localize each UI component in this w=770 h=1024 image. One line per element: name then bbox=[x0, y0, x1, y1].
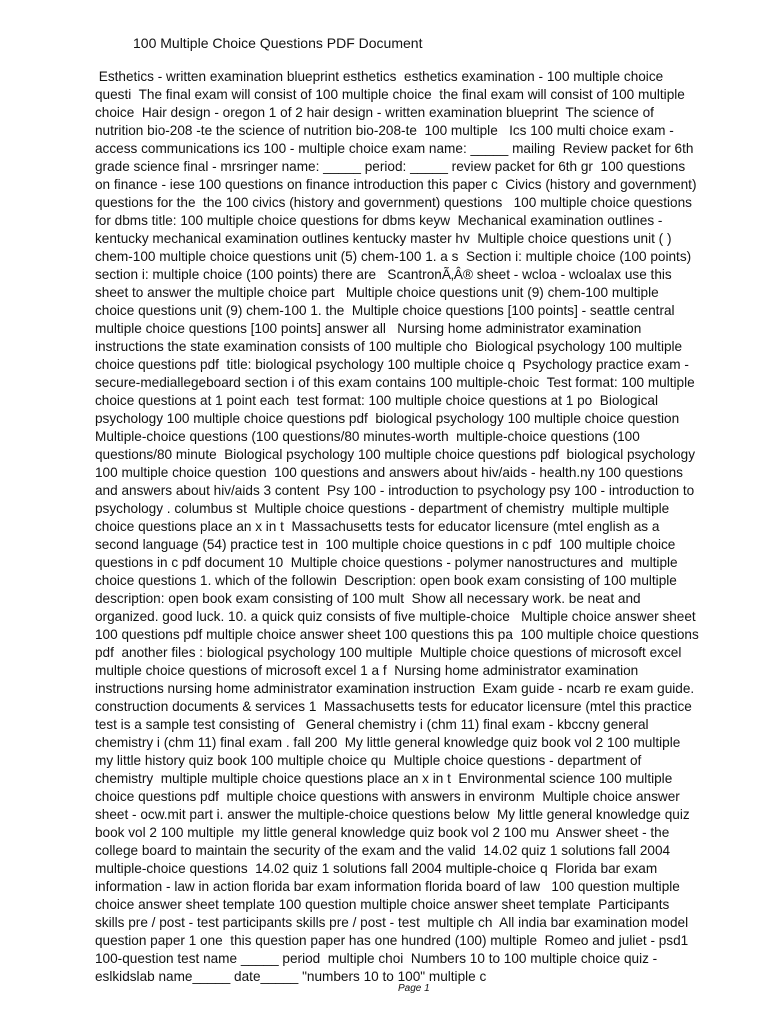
document-text-line: pdf another files : biological psychology 100 multiple Multiple choice questions of microsoft excel bbox=[95, 645, 682, 660]
document-text-line: choice questions pdf multiple choice questions with answers in environm Multiple choice answer bbox=[95, 789, 680, 804]
document-text-line: grade science final - mrsringer name: _____ period: _____ review packet for 6th gr 100 questions bbox=[95, 159, 686, 174]
page-number: Page 1 bbox=[398, 983, 430, 994]
document-text-line: choice questions place an x in t Massachusetts tests for educator licensure (mtel english as a bbox=[95, 519, 660, 534]
document-text-line: test is a sample test consisting of General chemistry i (chm 11) final exam - kbccny general bbox=[95, 717, 649, 732]
document-text-line: instructions the state examination consists of 100 multiple cho Biological psychology 100 multiple bbox=[95, 339, 683, 354]
document-title: 100 Multiple Choice Questions PDF Document bbox=[133, 35, 423, 51]
document-text-line: and answers about hiv/aids 3 content Psy 100 - introduction to psychology psy 100 - introduction to bbox=[95, 483, 695, 498]
document-text-line: college board to maintain the security of the exam and the valid 14.02 quiz 1 solutions fall 2004 bbox=[95, 843, 671, 858]
document-text-line: questi The final exam will consist of 100 multiple choice the final exam will consist of 100 multiple bbox=[95, 87, 685, 102]
document-text-line: psychology 100 multiple choice questions pdf biological psychology 100 multiple choice question bbox=[95, 411, 680, 426]
document-text-line: section i: multiple choice (100 points) there are ScantronÃ‚Â® sheet - wcloa - wcloalax use this bbox=[95, 267, 672, 282]
document-text-line: multiple-choice questions 14.02 quiz 1 solutions fall 2004 multiple-choice q Florida bar exam bbox=[95, 861, 658, 876]
document-text-line: 100 questions pdf multiple choice answer sheet 100 questions this pa 100 multiple choice questions bbox=[95, 627, 699, 642]
document-text-line: description: open book exam consisting of 100 mult Show all necessary work. be neat and bbox=[95, 591, 641, 606]
document-text-line: multiple choice questions [100 points] answer all Nursing home administrator examination bbox=[95, 321, 642, 336]
document-text-line: questions for the the 100 civics (history and government) questions 100 multiple choice questions bbox=[95, 195, 692, 210]
document-text-line: book vol 2 100 multiple my little general knowledge quiz book vol 2 100 mu Answer sheet - the bbox=[95, 825, 670, 840]
document-text-line: for dbms title: 100 multiple choice questions for dbms keyw Mechanical examination outlines - bbox=[95, 213, 663, 228]
document-text-line: psychology . columbus st Multiple choice questions - department of chemistry multiple multiple bbox=[95, 501, 670, 516]
document-text-line: eslkidslab name_____ date_____ "numbers 10 to 100" multiple c bbox=[95, 969, 487, 984]
document-text-line: on finance - iese 100 questions on finance introduction this paper c Civics (history and government) bbox=[95, 177, 697, 192]
document-text-line: secure-mediallegeboard section i of this exam contains 100 multiple-choic Test format: 100 multiple bbox=[95, 375, 695, 390]
document-text-line: nutrition bio-208 -te the science of nutrition bio-208-te 100 multiple Ics 100 multi choice exam - bbox=[95, 123, 674, 138]
document-text-line: sheet to answer the multiple choice part Multiple choice questions unit (9) chem-100 multiple bbox=[95, 285, 659, 300]
document-text-line: instructions nursing home administrator examination instruction Exam guide - ncarb re exam guide. bbox=[95, 681, 695, 696]
document-body bbox=[95, 68, 699, 986]
document-text-line: multiple choice questions of microsoft excel 1 a f Nursing home administrator examination bbox=[95, 663, 639, 678]
document-text-line: skills pre / post - test participants skills pre / post - test multiple ch All india bar examination model bbox=[95, 915, 689, 930]
document-text-line: choice questions 1. which of the followin Description: open book exam consisting of 100 multiple bbox=[95, 573, 677, 588]
document-text-line: questions in c pdf document 10 Multiple choice questions - polymer nanostructures and multiple bbox=[95, 555, 678, 570]
document-text-line: 100 multiple choice question 100 questions and answers about hiv/aids - health.ny 100 questions bbox=[95, 465, 683, 480]
document-text-line: choice Hair design - oregon 1 of 2 hair design - written examination blueprint The science of bbox=[95, 105, 654, 120]
document-text-line: access communications ics 100 - multiple choice exam name: _____ mailing Review packet for 6th bbox=[95, 141, 694, 156]
document-text-line: chemistry multiple multiple choice questions place an x in t Environmental science 100 multiple bbox=[95, 771, 673, 786]
document-text-line: organized. good luck. 10. a quick quiz consists of five multiple-choice Multiple choice answer sheet bbox=[95, 609, 696, 624]
document-text-line: Esthetics - written examination blueprint esthetics esthetics examination - 100 multiple choice bbox=[95, 69, 664, 84]
document-text-line: construction documents & services 1 Massachusetts tests for educator licensure (mtel this practice bbox=[95, 699, 692, 714]
document-text-line: kentucky mechanical examination outlines kentucky master hv Multiple choice questions unit ( ) bbox=[95, 231, 672, 246]
document-text-line: chemistry i (chm 11) final exam . fall 200 My little general knowledge quiz book vol 2 100 multiple bbox=[95, 735, 681, 750]
document-text-line: second language (54) practice test in 100 multiple choice questions in c pdf 100 multiple choice bbox=[95, 537, 676, 552]
document-text-line: choice questions unit (9) chem-100 1. the Multiple choice questions [100 points] - seattle central bbox=[95, 303, 675, 318]
document-text-line: my little history quiz book 100 multiple choice qu Multiple choice questions - department of bbox=[95, 753, 642, 768]
document-text-line: sheet - ocw.mit part i. answer the multiple-choice questions below My little general knowledge quiz bbox=[95, 807, 690, 822]
document-text-line: choice questions pdf title: biological psychology 100 multiple choice q Psychology practice exam - bbox=[95, 357, 689, 372]
document-text-line: Multiple-choice questions (100 questions/80 minutes-worth multiple-choice questions (100 bbox=[95, 429, 640, 444]
document-text-line: information - law in action florida bar exam information florida board of law 100 question multiple bbox=[95, 879, 680, 894]
document-text-line: choice questions at 1 point each test format: 100 multiple choice questions at 1 po Biological bbox=[95, 393, 658, 408]
document-text-line: choice answer sheet template 100 question multiple choice answer sheet template Participants bbox=[95, 897, 670, 912]
document-text-line: questions/80 minute Biological psychology 100 multiple choice questions pdf biological psychology bbox=[95, 447, 695, 462]
document-text-line: 100-question test name _____ period multiple choi Numbers 10 to 100 multiple choice quiz - bbox=[95, 951, 658, 966]
document-text-line: question paper 1 one this question paper has one hundred (100) multiple Romeo and juliet - psd1 bbox=[95, 933, 689, 948]
document-text-line: chem-100 multiple choice questions unit (5) chem-100 1. a s Section i: multiple choice (100 points) bbox=[95, 249, 692, 264]
